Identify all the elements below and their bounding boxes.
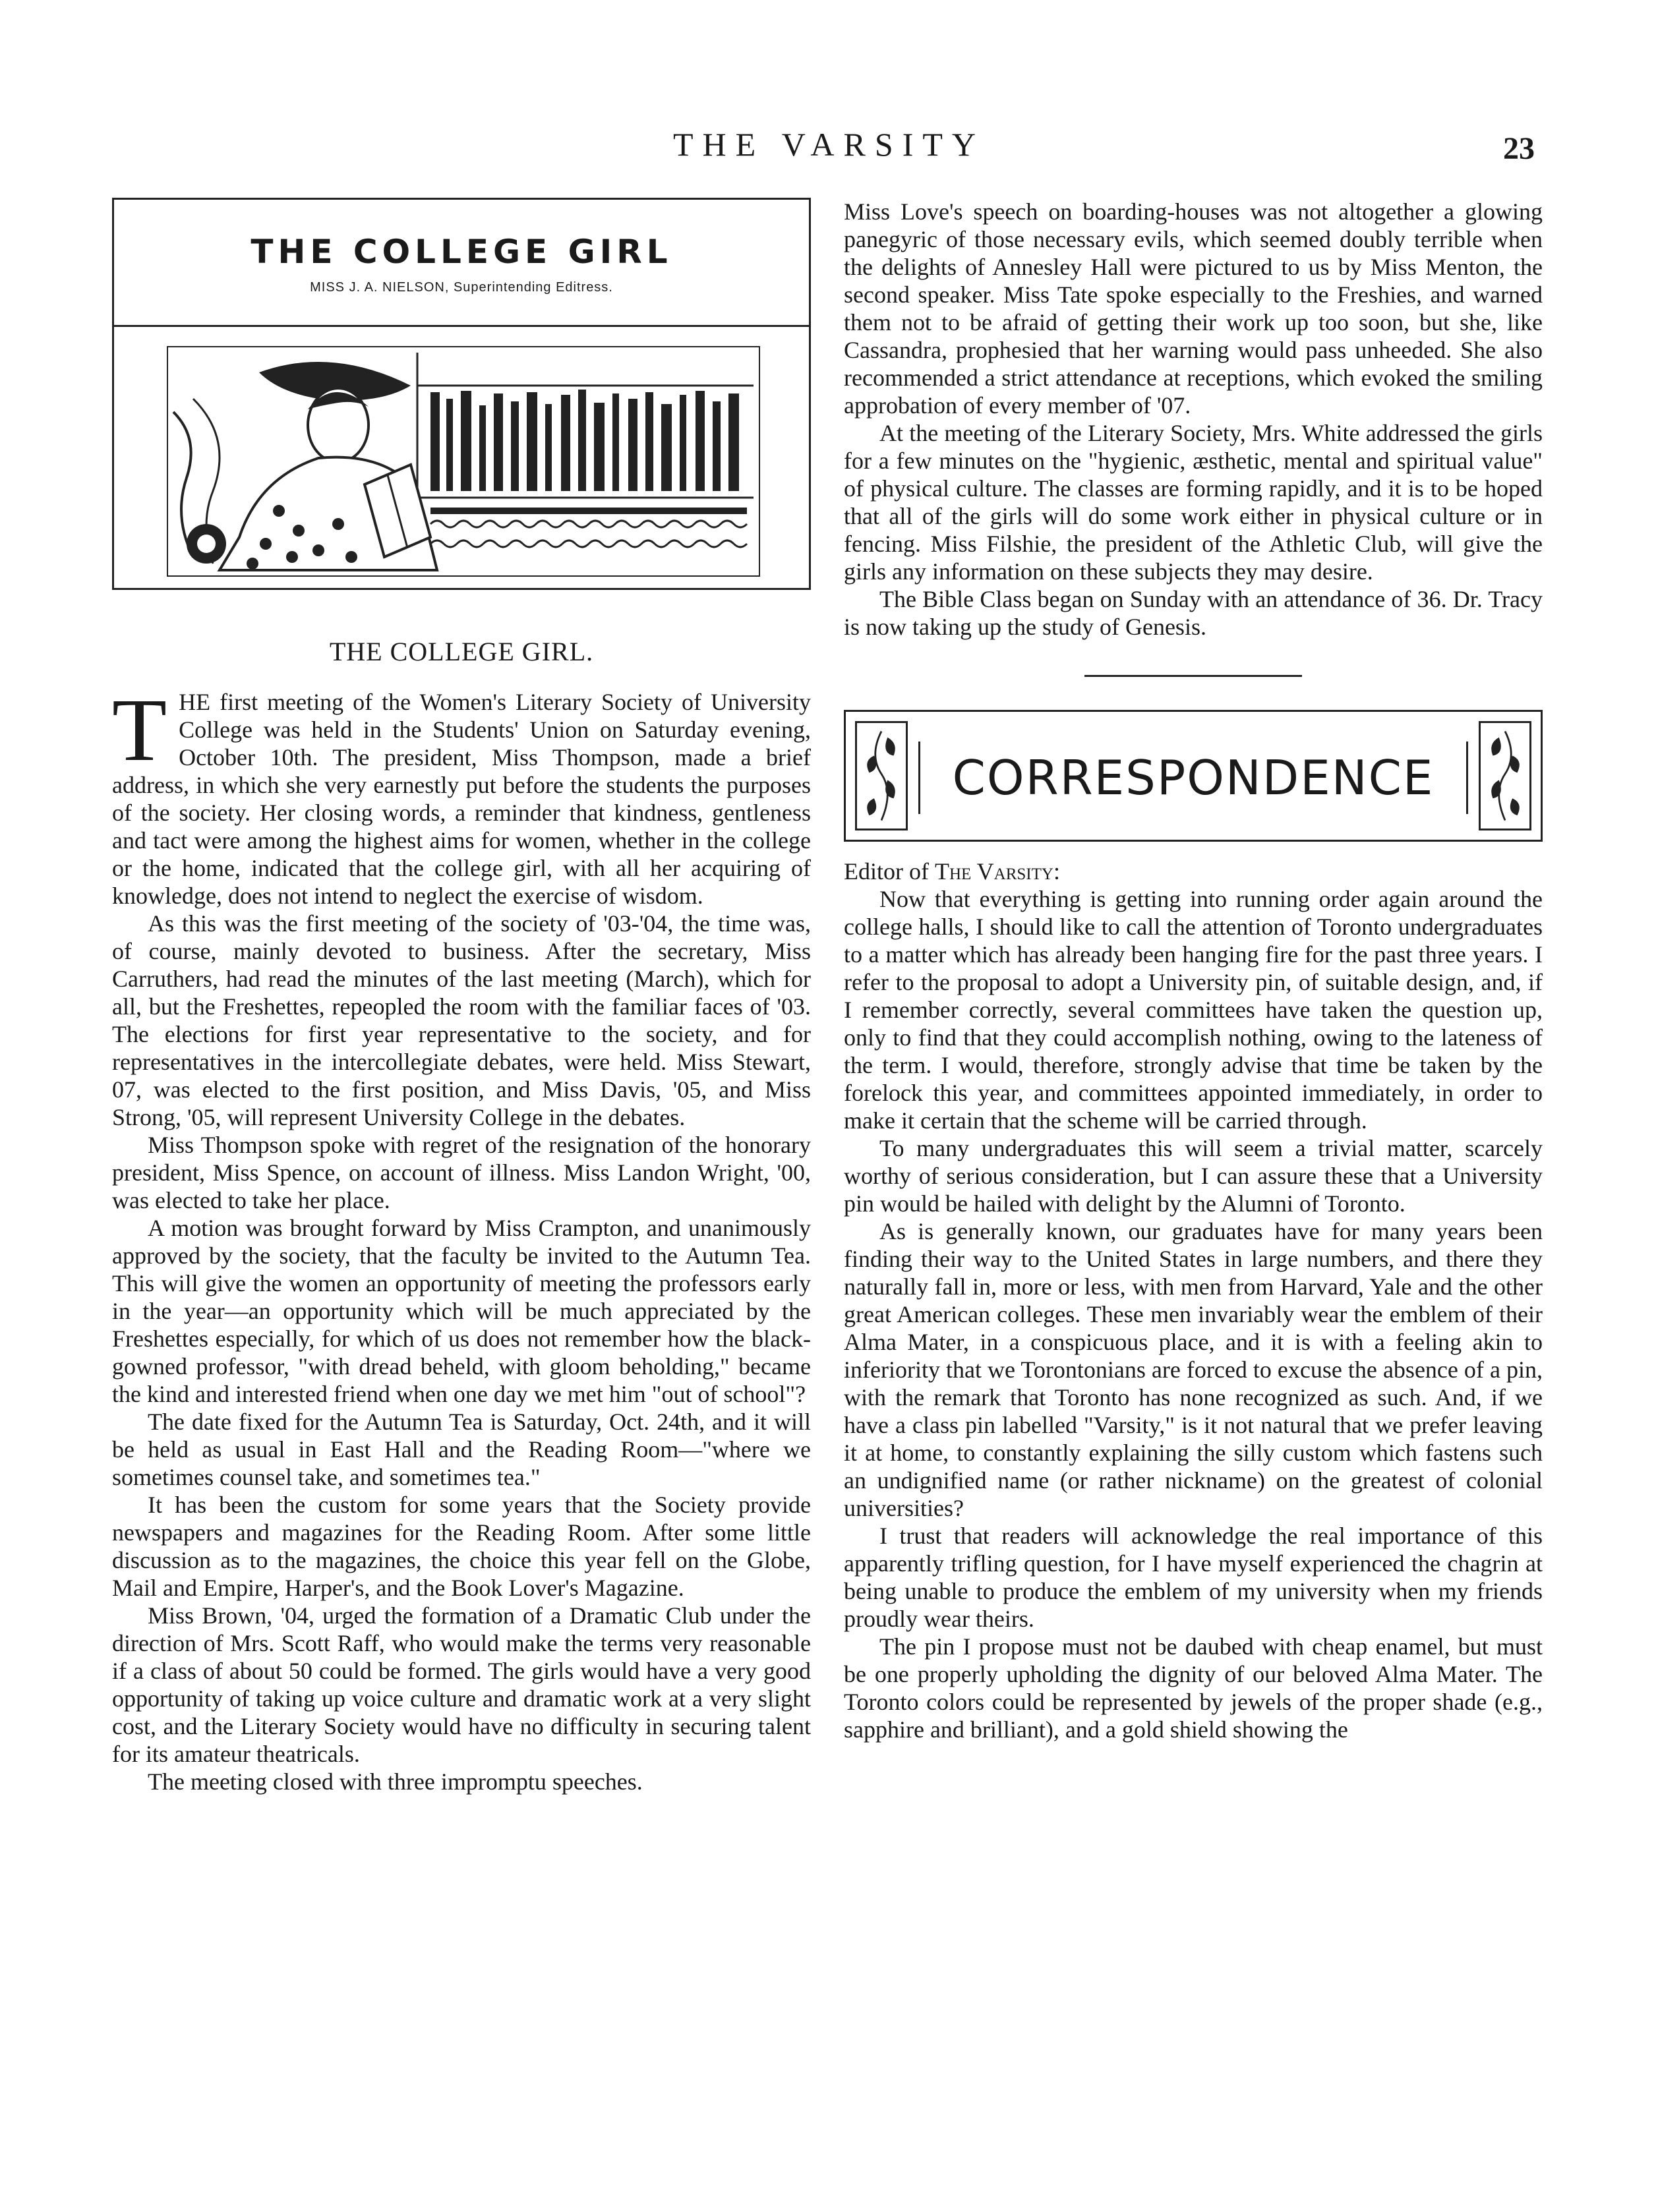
article-paragraph-5: The date fixed for the Autumn Tea is Saturday, Oct. 24th, and it will be held as usual in East Hall and the Reading Room—"where we sometimes counsel take, and sometimes tea." <box>112 1409 811 1490</box>
letter-salutation <box>844 858 1543 885</box>
section-divider <box>1084 675 1302 677</box>
article-continued-paragraph-3: The Bible Class began on Sunday with an attendance of 36. Dr. Tracy is now taking up the study of Genesis. <box>844 586 1543 640</box>
left-column <box>112 198 811 1795</box>
leaf-ornament-icon <box>855 721 908 830</box>
letter-paragraph-3: As is generally known, our graduates have for many years been finding their way to the United States in large numbers, and there they naturally fall in, more or less, with men from Harvard, Yale and the other great American colleges. These men invariably wear the emblem of their Alma Mater, in a conspicuous place, and it is with a feeling akin to inferiority that we Torontonians are forced to excuse the absence of a pin, with the remark that Toronto has none recognized as such. And, if we have a class pin labelled "Varsity," is it not natural that we prefer leaving it at home, to constantly explaining the silly custom which fastens such an undignified name (or rather nickname) on the greatest of colonial universities? <box>844 1218 1543 1521</box>
article-paragraph-7: Miss Brown, '04, urged the formation of a Dramatic Club under the direction of Mrs. Scott Raff, who would make the terms very reasonable if a class of about 50 could be formed. The girls would have a very good opportunity of taking up voice culture and dramatic work at a very slight cost, and the Literary Society would have no difficulty in securing talent for its amateur theatricals. <box>112 1602 811 1767</box>
college-girl-header-box <box>112 198 811 590</box>
article-continued-paragraph-2: At the meeting of the Literary Society, Mrs. White addressed the girls for a few minutes on the "hygienic, æsthetic, mental and spiritual value" of physical culture. The classes are forming rapidly, and it is to be hoped that all of the girls will do some work either in physical culture or in fencing. Miss Filshie, the president of the Athletic Club, will give the girls any information on these subjects they may desire. <box>844 420 1543 585</box>
salutation-prefix: Editor of <box>844 858 935 885</box>
correspondence-header-box <box>844 710 1543 842</box>
letter-paragraph-4: I trust that readers will acknowledge the real importance of this apparently trifling question, for I have myself experienced the chagrin at being unable to produce the emblem of my university when my friends proudly wear theirs. <box>844 1523 1543 1632</box>
salutation-suffix: : <box>1053 858 1060 885</box>
article-paragraph-4: A motion was brought forward by Miss Crampton, and unanimously approved by the society, that the faculty be invited to the Autumn Tea. This will give the women an opportunity of meeting the professors early in the year—an opportunity which will be much appreciated by the Freshettes especially, for which of us does not remember how the black-gowned professor, "with dread beheld, with gloom beholding," became the kind and interested friend when one day we met him "out of school"? <box>112 1215 811 1407</box>
letter-paragraph-1: Now that everything is getting into running order again around the college halls, I should like to call the attention of Toronto undergraduates to a matter which has already been hanging fire for the past three years. I refer to the proposal to adopt a University pin, of suitable design, and, if I remember correctly, several committees have taken the question up, only to find that they could accomplish nothing, owing to the lateness of the term. I would, therefore, strongly advise that time be taken by the forelock this year, and committees appointed immediately, in order to make it certain that the scheme will be carried through. <box>844 886 1543 1134</box>
article-paragraph-3: Miss Thompson spoke with regret of the resignation of the honorary president, Miss Spence, on account of illness. Miss Landon Wright, '00, was elected to take her place. <box>112 1132 811 1213</box>
paragraph-text: HE first meeting of the Women's Literary Society of University College was held in the Students' Union on Saturday evening, October 10th. The president, Miss Thompson, made a brief address, in which she very earnestly put before the students the purposes of the society. Her closing words, a reminder that kindness, gentleness and tact were among the highest aims for women, whether in the college or the home, indicated that the college girl, with all her acquiring of knowledge, does not intend to neglect the exercise of wisdom. <box>112 689 811 909</box>
drop-cap: T <box>112 681 167 780</box>
article-heading: THE COLLEGE GIRL. <box>329 637 594 666</box>
leaf-ornament-icon <box>1479 721 1531 830</box>
right-column <box>844 198 1543 1743</box>
editress-credit: MISS J. A. NIELSON, Superintending Editress. <box>310 280 613 295</box>
header-divider <box>114 325 809 327</box>
letter-paragraph-2: To many undergraduates this will seem a trivial matter, scarcely worthy of serious consideration, but I can assure these that a University pin would be hailed with delight by the Alumni of Toronto. <box>844 1135 1543 1217</box>
article-paragraph-6: It has been the custom for some years that the Society provide newspapers and magazines for the Reading Room. After some little discussion as to the magazines, the choice this year fell on the Globe, Mail and Empire, Harper's, and the Book Lover's Magazine. <box>112 1492 811 1601</box>
letter-paragraph-5: The pin I propose must not be daubed with cheap enamel, but must be one properly upholding the dignity of our beloved Alma Mater. The Toronto colors could be represented by jewels of the proper shade (e.g., sapphire and brilliant), and a gold shield showing the <box>844 1633 1543 1743</box>
woman-reading-illustration <box>167 346 760 577</box>
section-title: THE COLLEGE GIRL <box>251 233 672 271</box>
article-paragraph-8: The meeting closed with three impromptu speeches. <box>148 1768 643 1795</box>
page-number: 23 <box>1503 131 1535 166</box>
running-head: THE VARSITY <box>672 126 986 163</box>
article-paragraph-1 <box>112 681 811 910</box>
article-paragraph-2: As this was the first meeting of the society of '03-'04, the time was, of course, mainly devoted to business. After the secretary, Miss Carruthers, had read the minutes of the last meeting (March), which for all, but the Freshettes, repeopled the room with the familiar faces of '03. The elections for first year representative to the society, and for representatives in the intercollegiate debates, were held. Miss Stewart, 07, was elected to the first position, and Miss Davis, '05, and Miss Strong, '05, will represent University College in the debates. <box>112 910 811 1130</box>
correspondence-title: CORRESPONDENCE <box>918 742 1468 814</box>
salutation-name: The Varsity <box>934 858 1053 885</box>
article-continued-paragraph-1: Miss Love's speech on boarding-houses was not altogether a glowing panegyric of those necessary evils, which seemed doubly terrible when the delights of Annesley Hall were pictured to us by Miss Menton, the second speaker. Miss Tate spoke especially to the Freshies, and warned them not to be afraid of getting their work up too soon, but she, like Cassandra, prophesied that her warning would pass unheeded. She also recommended a strict attendance at receptions, which evoked the smiling approbation of every member of '07. <box>844 198 1543 419</box>
